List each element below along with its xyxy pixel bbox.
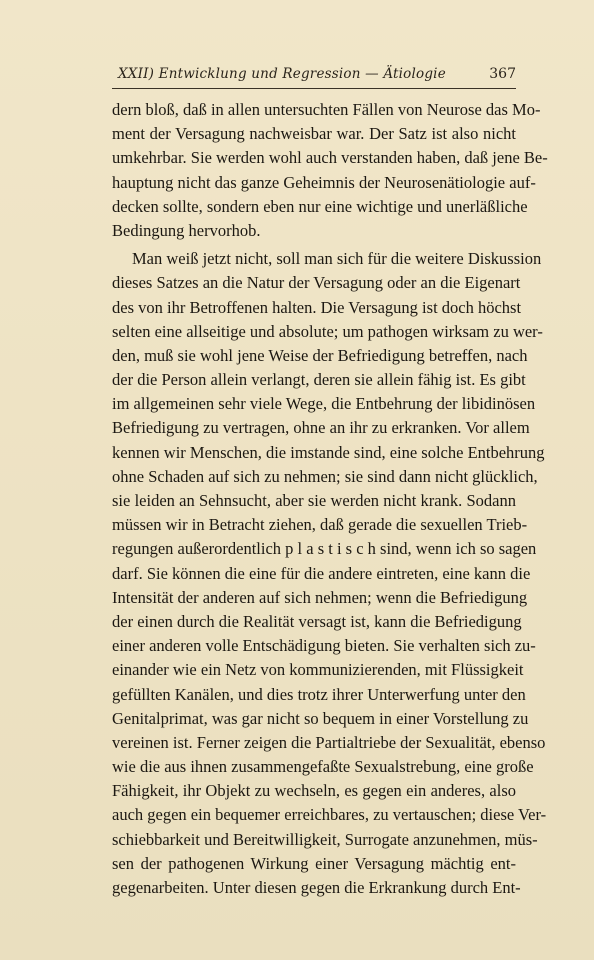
text-line: kennen wir Menschen, die imstande sind, eine solche Entbehrung [112,442,545,462]
text-line: müssen wir in Betracht ziehen, daß gerade die sexuellen Trieb- [112,515,528,535]
chapter-title: XXII) Entwicklung und Regression — Ätiologie [118,66,446,82]
text-line: einander wie ein Netz von kommunizierenden, mit Flüssigkeit [112,660,524,680]
text-line: regungen außerordentlich p l a s t i s c h sind, wenn ich so sagen [112,539,537,559]
text-line: vereinen ist. Ferner zeigen die Partialtriebe der Sexualität, ebenso [112,732,546,752]
text-line: Bedingung hervorhob. [112,220,261,240]
text-line: wie die aus ihnen zusammengefaßte Sexualstrebung, eine große [112,757,534,777]
text-line: ohne Schaden auf sich zu nehmen; sie sind dann nicht glücklich, [112,466,538,486]
text-line: schiebbarkeit und Bereitwilligkeit, Surrogate anzunehmen, müs- [112,829,538,849]
page-number: 367 [489,66,516,82]
paragraph-2 [112,247,547,900]
text-line: des von ihr Betroffenen halten. Die Versagung ist doch höchst [112,297,522,317]
text-line: sen der pathogenen Wirkung einer Versagung mächtig ent- [112,853,516,873]
text-line: im allgemeinen sehr viele Wege, die Entbehrung der libidinösen [112,394,536,414]
text-line: gefüllten Kanälen, und dies trotz ihrer Unterwerfung unter den [112,684,526,704]
text-line: der die Person allein verlangt, deren sie allein fähig ist. Es gibt [112,370,526,390]
text-line: Man weiß jetzt nicht, soll man sich für die weitere Diskussion [132,249,542,269]
text-line: Intensität der anderen auf sich nehmen; wenn die Befriedigung [112,587,528,607]
running-head [112,66,516,84]
text-line: ment der Versagung nachweisbar war. Der Satz ist also nicht [112,124,516,144]
text-line: den, muß sie wohl jene Weise der Befriedigung betreffen, nach [112,345,528,365]
text-line: dern bloß, daß in allen untersuchten Fällen von Neurose das Mo- [112,100,541,119]
header-rule [112,88,516,89]
text-line: Genitalprimat, was gar nicht so bequem in einer Vorstellung zu [112,708,529,728]
body-text [112,98,548,900]
text-line: darf. Sie können die eine für die andere eintreten, eine kann die [112,563,531,583]
text-line: der einen durch die Realität versagt ist, kann die Befriedigung [112,611,522,631]
paragraph-1 [112,98,548,243]
text-line: selten eine allseitige und absolute; um pathogen wirksam zu wer- [112,321,543,341]
text-line: auch gegen ein bequemer erreichbares, zu vertauschen; diese Ver- [112,805,547,825]
text-line: umkehrbar. Sie werden wohl auch verstanden haben, daß jene Be- [112,148,548,168]
text-line: Befriedigung zu vertragen, ohne an ihr zu erkranken. Vor allem [112,418,530,438]
text-line: Fähigkeit, ihr Objekt zu wechseln, es gegen ein anderes, also [112,781,516,801]
text-line: gegenarbeiten. Unter diesen gegen die Erkrankung durch Ent- [112,878,521,897]
text-line: dieses Satzes an die Natur der Versagung oder an die Eigenart [112,273,521,293]
text-line: sie leiden an Sehnsucht, aber sie werden nicht krank. Sodann [112,491,516,510]
text-line: decken sollte, sondern eben nur eine wichtige und unerläßliche [112,196,528,216]
text-line: hauptung nicht das ganze Geheimnis der Neurosenätiologie auf- [112,172,536,192]
text-line: einer anderen volle Entschädigung bieten. Sie verhalten sich zu- [112,636,536,656]
